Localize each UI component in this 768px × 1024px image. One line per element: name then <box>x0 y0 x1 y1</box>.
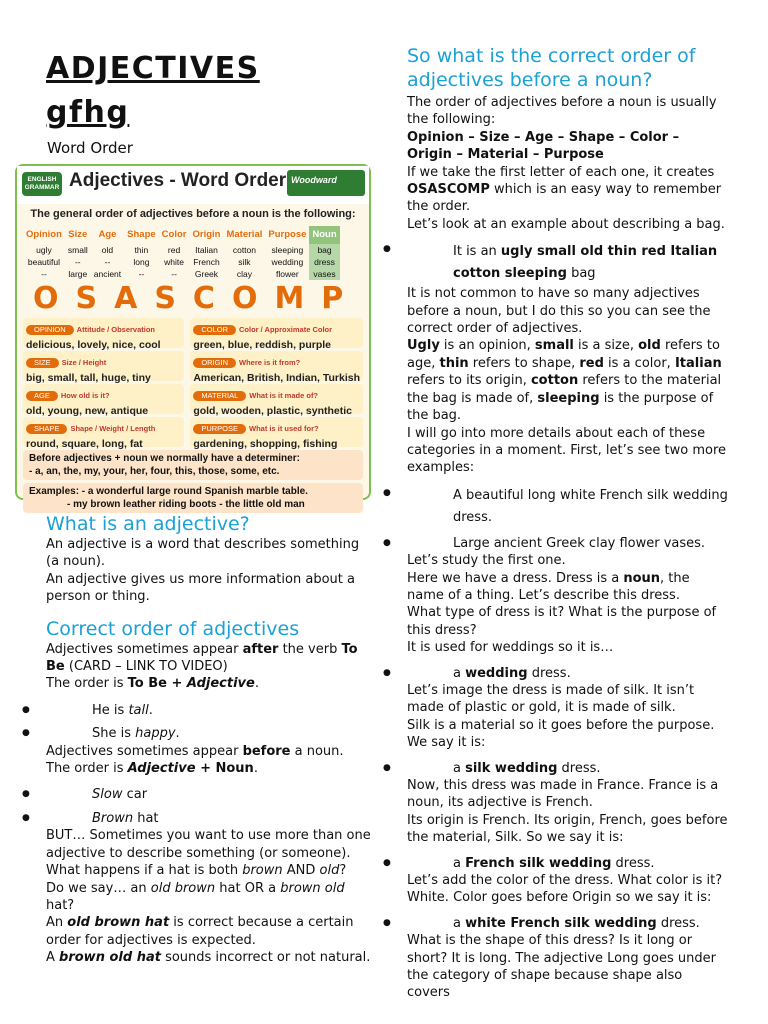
infographic-intro: The general order of adjectives before a noun is the following: <box>30 208 356 220</box>
text: is a color, <box>603 355 675 371</box>
category-tag: AGE <box>26 391 58 401</box>
category-card <box>23 384 184 418</box>
text: . <box>253 761 258 777</box>
category-examples: old, young, new, antique <box>26 405 149 418</box>
text: refers to the material the bag is made of, <box>407 373 722 406</box>
para-silk-material: Silk is a material so it goes before the purpose. We say it is: <box>407 717 715 751</box>
list-item <box>383 241 728 285</box>
order-table-header <box>23 226 340 243</box>
text: Here we have a dress. Dress is a <box>407 570 624 586</box>
category-card <box>23 417 184 451</box>
text: A beautiful long white French silk wedding dress. <box>453 487 728 525</box>
list-item <box>383 535 728 552</box>
text-bold: red <box>579 355 604 371</box>
bullet-dot: ● <box>383 537 391 548</box>
para-what-happens <box>46 862 376 879</box>
order-row <box>23 256 340 268</box>
text: is an opinion, <box>439 338 535 354</box>
bullet-dot: ● <box>22 704 30 715</box>
order-header-cell: Noun <box>309 226 339 243</box>
text: dress. <box>611 855 655 871</box>
text-bold: OSASCOMP <box>407 182 490 198</box>
text-bold-italic: Adjective <box>127 761 196 777</box>
order-cell: vases <box>309 268 339 280</box>
para-more-details: I will go into more details about each of these categories in a moment. First, let’s see two more examples: <box>407 425 726 476</box>
list-item <box>383 485 728 529</box>
category-tag: OPINION <box>26 325 74 335</box>
para-shape: What is the shape of this dress? Is it long or short? It is long. The adjective Long goes under the category of shape because shape also covers <box>407 933 716 1001</box>
list-item <box>22 810 376 827</box>
order-header-cell: Material <box>226 229 263 241</box>
text: He is <box>92 702 129 718</box>
category-description: Size / Height <box>61 357 107 367</box>
text-bold: sleeping <box>537 390 600 406</box>
text-bold: To Be <box>46 641 358 675</box>
text-italic: brown <box>242 863 283 879</box>
list-item <box>22 725 376 742</box>
category-description: Color / Approximate Color <box>238 324 333 334</box>
doc-subtitle: Word Order <box>47 139 133 157</box>
text: (CARD – LINK TO VIDEO) <box>64 659 228 675</box>
text: . <box>148 702 153 718</box>
order-cell: red <box>167 244 181 255</box>
bullet-dot: ● <box>22 812 30 823</box>
category-grid <box>23 318 363 451</box>
text-bold: white French silk wedding <box>465 915 657 931</box>
order-cell: small <box>67 244 88 255</box>
category-card <box>23 318 184 352</box>
text: It is an <box>453 244 501 260</box>
text: sounds incorrect or not natural. <box>160 950 371 966</box>
list-item <box>383 915 728 932</box>
text-italic: tall <box>128 702 149 718</box>
order-cell: beautiful <box>27 256 61 267</box>
text-bold: Opinion – Size – Age – Shape – Color – Origin – Material – Purpose <box>407 129 680 163</box>
text: She is <box>92 726 136 742</box>
word-order-infographic <box>15 164 371 510</box>
text: If we take the first letter of each one, it creates <box>407 164 715 180</box>
category-card <box>190 384 363 418</box>
determiner-line-2: - a, an, the, my, your, her, four, this, those, some, etc. <box>29 465 280 477</box>
text-bold: Italian <box>674 355 722 371</box>
text-bold: ugly small old thin red Italian cotton sleeping <box>453 244 718 282</box>
category-description: Shape / Weight / Length <box>70 423 156 433</box>
para-order-tobe <box>46 675 376 692</box>
order-cell: ancient <box>93 268 122 279</box>
order-cell: silk <box>238 256 251 267</box>
order-cell: French <box>193 256 220 267</box>
text: a noun. <box>290 743 344 759</box>
order-header-cell: Opinion <box>26 229 62 241</box>
list-item <box>383 760 728 777</box>
text-italic: happy <box>135 726 176 742</box>
text-bold: Ugly <box>407 338 440 354</box>
order-cell: ugly <box>36 244 52 255</box>
text: the verb <box>278 641 342 657</box>
text-bold: silk wedding <box>465 760 558 776</box>
text: refers to its origin, <box>407 373 531 389</box>
order-cell: -- <box>74 256 81 267</box>
heading-correct-order-before-noun: So what is the correct order of adjectives before a noun? <box>407 45 696 91</box>
order-header-cell: Size <box>68 229 88 241</box>
order-cell: Greek <box>194 268 219 279</box>
para-color: Let’s add the color of the dress. What color is it? White. Color goes before Origin so we say it is: <box>407 873 723 906</box>
order-row <box>23 244 340 256</box>
bullet-dot: ● <box>383 762 391 773</box>
category-description: What is it used for? <box>249 423 319 433</box>
text: hat? <box>46 897 75 913</box>
order-cell: old <box>101 244 114 255</box>
heading-what-is-adjective: What is an adjective? <box>46 513 250 535</box>
text: is correct because a certain order for adjectives is expected. <box>46 915 354 948</box>
order-row <box>23 268 340 280</box>
para-explanation <box>407 337 728 424</box>
text: Large ancient Greek clay flower vases. <box>453 535 706 551</box>
list-item <box>383 665 728 682</box>
doc-title-line2: gfhg <box>46 95 130 130</box>
text-italic: old <box>319 863 340 879</box>
para-not-common: It is not common to have so many adjectives before a noun, but I do this so you can see the correct order of adjectives. <box>407 286 711 337</box>
determiner-note <box>23 450 363 480</box>
category-tag: COLOR <box>193 325 236 335</box>
para-do-we-say <box>46 880 376 915</box>
order-table <box>23 226 340 279</box>
order-header-cell: Age <box>98 229 117 241</box>
text: . <box>175 726 180 742</box>
category-examples: big, small, tall, huge, tiny <box>26 372 151 385</box>
text-italic: Slow <box>92 787 123 803</box>
bullet-dot: ● <box>383 244 391 255</box>
category-tag: SHAPE <box>26 424 67 434</box>
para-an-old-brown-hat <box>46 914 376 949</box>
text-bold: To Be + <box>127 676 187 692</box>
category-card <box>23 351 184 385</box>
text-bold-italic: brown old hat <box>59 950 161 966</box>
para-what-type: What type of dress is it? What is the purpose of this dress? <box>407 605 717 638</box>
doc-title-line1: ADJECTIVES <box>46 51 260 86</box>
text: refers to shape, <box>468 355 580 371</box>
category-examples: gardening, shopping, fishing <box>193 438 338 451</box>
order-cell: large <box>68 268 88 279</box>
order-cell: sleeping <box>271 244 304 255</box>
para-a-brown-old-hat <box>46 949 376 966</box>
category-description: What is it made of? <box>249 390 319 400</box>
text: hat OR a <box>215 880 281 896</box>
text: a <box>453 855 466 871</box>
text-bold: old <box>638 338 661 354</box>
para-france: Now, this dress was made in France. France is a noun, its adjective is French. <box>407 778 719 811</box>
order-cell: white <box>164 256 184 267</box>
text: Do we say… an <box>46 880 151 896</box>
order-header-cell: Origin <box>192 229 221 241</box>
text: , the name of a thing. Let’s describe this dress. <box>407 570 690 603</box>
order-cell: long <box>133 256 150 267</box>
text-bold: wedding <box>465 665 528 681</box>
examples-line-2: - my brown leather riding boots - the little old man <box>67 498 305 510</box>
bullet-dot: ● <box>383 917 391 928</box>
osascomp-acronym: OSASCOMP <box>33 280 361 316</box>
order-header-cell: Color <box>161 229 187 241</box>
text-bold: before <box>242 743 291 759</box>
bullet-dot: ● <box>22 789 30 800</box>
infographic-header <box>17 166 369 204</box>
category-description: Where is it from? <box>238 357 301 367</box>
english-grammar-badge: ENGLISH GRAMMAR <box>22 172 62 196</box>
right-column <box>383 44 728 1002</box>
text: Adjectives sometimes appear <box>46 743 243 759</box>
category-tag: SIZE <box>26 358 59 368</box>
text: . <box>254 676 259 692</box>
heading-correct-order: Correct order of adjectives <box>46 617 300 640</box>
para-silk: Let’s image the dress is made of silk. It isn’t made of plastic or gold, it is made of silk. <box>407 682 695 716</box>
order-cell: -- <box>171 268 177 279</box>
text: a <box>453 665 466 681</box>
text-bold: after <box>242 641 279 657</box>
text-bold: small <box>534 338 574 354</box>
order-cell: thin <box>134 244 149 255</box>
order-cell: bag <box>309 244 339 256</box>
text-italic: old brown <box>150 880 216 896</box>
para-what-2: An adjective gives us more information about a person or thing. <box>46 571 355 605</box>
category-card <box>190 351 363 385</box>
text: ? <box>339 863 347 879</box>
text: a <box>453 915 466 931</box>
para-used-for: It is used for weddings so it is… <box>407 640 614 656</box>
category-tag: MATERIAL <box>193 391 246 401</box>
para-what-1: An adjective is a word that describes something (a noun). <box>46 537 360 570</box>
text: bag <box>566 266 596 282</box>
order-cell: -- <box>104 256 111 267</box>
para-before-noun <box>46 743 376 760</box>
text-italic: Brown <box>92 810 134 826</box>
text: a <box>453 760 466 776</box>
examples-line-1: Examples: - a wonderful large round Spanish marble table. <box>29 485 308 497</box>
text: A <box>46 950 60 966</box>
para-after-verb <box>46 641 376 676</box>
para-origin: Its origin is French. Its origin, French, goes before the material, Silk. So we say it is: <box>407 812 728 846</box>
order-cell: -- <box>138 268 145 279</box>
bullet-dot: ● <box>383 487 391 498</box>
order-cell: Italian <box>195 244 218 255</box>
text: refers to age, <box>407 338 720 371</box>
text: which is an easy way to remember the order. <box>407 182 722 215</box>
order-table-body <box>23 244 340 280</box>
category-description: Attitude / Observation <box>76 324 156 334</box>
list-item <box>22 702 376 719</box>
order-header-cell: Purpose <box>268 229 307 241</box>
determiner-line-1: Before adjectives + noun we normally have a determiner: <box>29 452 300 464</box>
text: An <box>46 915 68 931</box>
bullet-dot: ● <box>22 728 30 739</box>
text: is the purpose of the bag. <box>407 390 714 424</box>
category-examples: round, square, long, fat <box>26 438 143 451</box>
category-tag: ORIGIN <box>193 358 236 368</box>
order-cell: cotton <box>232 244 256 255</box>
text: The order is <box>46 761 128 777</box>
text: The order is <box>46 676 128 692</box>
text: What happens if a hat is both <box>46 863 243 879</box>
order-cell: wedding <box>271 256 304 267</box>
text: AND <box>282 863 320 879</box>
list-item <box>22 786 376 803</box>
category-tag: PURPOSE <box>193 424 246 434</box>
para-order-adj-noun <box>46 760 376 777</box>
text: is a size, <box>573 338 639 354</box>
text: dress. <box>557 760 601 776</box>
category-card <box>190 417 363 451</box>
text-bold: cotton <box>530 373 579 389</box>
infographic-title: Adjectives - Word Order <box>69 170 287 191</box>
brand-logo: Woodward <box>287 170 365 196</box>
para-usually: The order of adjectives before a noun is usually the following: <box>407 95 717 128</box>
para-order-list <box>407 129 728 164</box>
text-bold-italic: Adjective <box>186 676 255 692</box>
para-osascomp <box>407 164 728 216</box>
para-dress-noun <box>407 570 728 605</box>
text: dress. <box>656 915 700 931</box>
para-but: BUT… Sometimes you want to use more than one adjective to describe something (or someone). <box>46 828 371 861</box>
text-bold: French silk wedding <box>465 855 612 871</box>
category-examples: delicious, lovely, nice, cool <box>26 339 161 352</box>
para-bag-intro: Let’s look at an example about describing a bag. <box>407 216 725 232</box>
text: car <box>122 787 148 803</box>
category-card <box>190 318 363 352</box>
category-description: How old is it? <box>60 390 110 400</box>
order-cell: clay <box>236 268 252 279</box>
order-header-cell: Shape <box>127 229 156 241</box>
left-column <box>14 46 376 967</box>
text-italic: brown old <box>280 880 345 896</box>
order-cell: flower <box>276 268 299 279</box>
para-study-first: Let’s study the first one. <box>407 553 566 569</box>
category-examples: green, blue, reddish, purple <box>193 339 332 352</box>
text: Adjectives sometimes appear <box>46 641 243 657</box>
bullet-dot: ● <box>383 667 391 678</box>
category-examples: American, British, Indian, Turkish <box>193 372 360 385</box>
category-examples: gold, wooden, plastic, synthetic <box>193 405 352 418</box>
order-cell: -- <box>41 268 47 279</box>
text-bold: noun <box>623 570 661 586</box>
text-bold-italic: old brown hat <box>67 915 170 931</box>
text-bold: + Noun <box>195 761 254 777</box>
examples-note <box>23 483 363 513</box>
text: dress. <box>527 665 571 681</box>
text-bold: thin <box>439 355 469 371</box>
list-item <box>383 855 728 872</box>
order-cell: dress <box>309 256 339 268</box>
bullet-dot: ● <box>383 857 391 868</box>
text: hat <box>133 810 159 826</box>
